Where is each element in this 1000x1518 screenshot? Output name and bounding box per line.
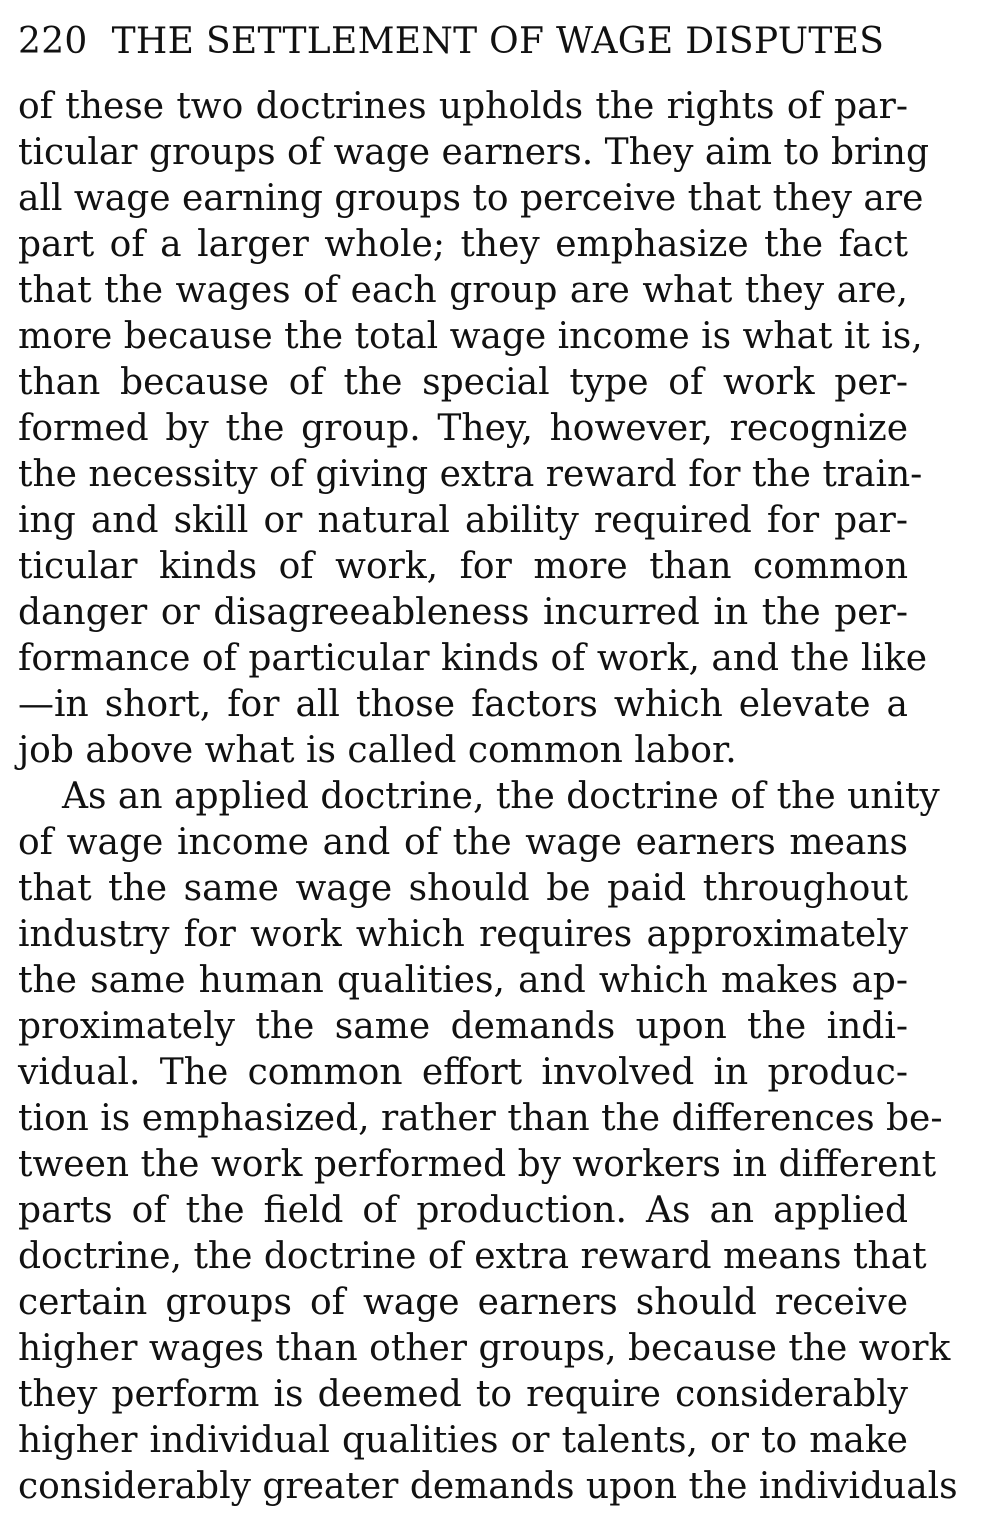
text-line: formed by the group. They, however, recognize bbox=[18, 408, 908, 449]
text-line: that the same wage should be paid throughout bbox=[18, 868, 908, 909]
running-title: THE SETTLEMENT OF WAGE DISPUTES bbox=[111, 21, 885, 62]
text-line: of these two doctrines upholds the rights of par- bbox=[18, 86, 908, 127]
text-line: of wage income and of the wage earners means bbox=[18, 822, 908, 863]
text-line: all wage earning groups to perceive that they are bbox=[18, 178, 924, 219]
text-line: As an applied doctrine, the doctrine of the unity bbox=[62, 776, 940, 817]
running-head bbox=[18, 14, 918, 70]
text-line: doctrine, the doctrine of extra reward means that bbox=[18, 1236, 927, 1277]
page-number: 220 bbox=[18, 21, 88, 62]
text-line: job above what is called common labor. bbox=[18, 730, 737, 771]
text-line: tion is emphasized, rather than the differences be- bbox=[18, 1098, 943, 1139]
text-line: considerably greater demands upon the individuals bbox=[18, 1466, 958, 1507]
text-line: danger or disagreeableness incurred in the per- bbox=[18, 592, 908, 633]
text-line: certain groups of wage earners should receive bbox=[18, 1282, 908, 1323]
text-line: part of a larger whole; they emphasize the fact bbox=[18, 224, 908, 265]
text-line: more because the total wage income is what it is, bbox=[18, 316, 923, 357]
text-line: ticular groups of wage earners. They aim to bring bbox=[18, 132, 930, 173]
text-line: vidual. The common effort involved in produc- bbox=[18, 1052, 908, 1093]
text-line: tween the work performed by workers in different bbox=[18, 1144, 937, 1185]
text-line: ing and skill or natural ability required for par- bbox=[18, 500, 908, 541]
text-line: industry for work which requires approximately bbox=[18, 914, 908, 955]
text-line: proximately the same demands upon the indi- bbox=[18, 1006, 908, 1047]
text-line: they perform is deemed to require considerably bbox=[18, 1374, 908, 1415]
text-line: parts of the field of production. As an applied bbox=[18, 1190, 908, 1231]
text-line: —in short, for all those factors which elevate a bbox=[18, 684, 908, 725]
text-line: ticular kinds of work, for more than common bbox=[18, 546, 908, 587]
text-line: the necessity of giving extra reward for the train- bbox=[18, 454, 923, 495]
text-line: formance of particular kinds of work, and the like bbox=[18, 638, 928, 679]
text-line: higher wages than other groups, because the work bbox=[18, 1328, 951, 1369]
text-line: that the wages of each group are what they are, bbox=[18, 270, 908, 311]
text-line: higher individual qualities or talents, or to make bbox=[18, 1420, 908, 1461]
text-line: the same human qualities, and which makes ap- bbox=[18, 960, 908, 1001]
text-line: than because of the special type of work per- bbox=[18, 362, 908, 403]
